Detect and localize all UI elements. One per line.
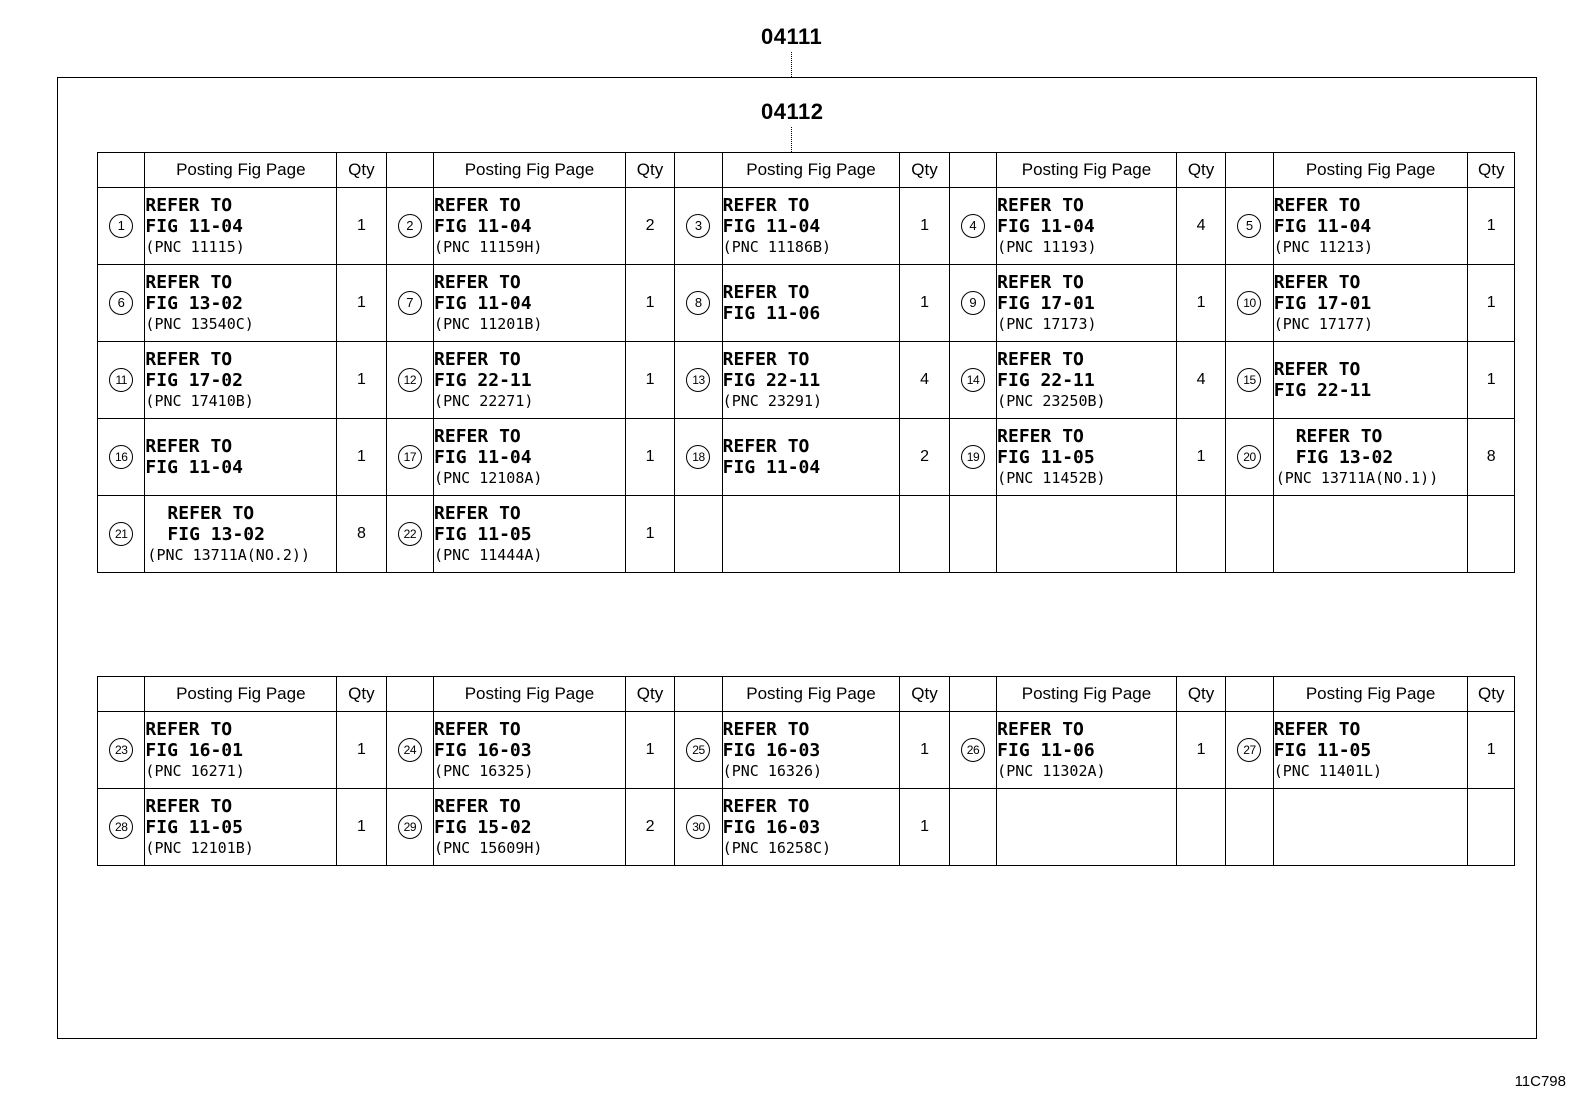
pnc-code: (PNC 12101B) <box>145 838 254 857</box>
ref-number-cell <box>98 419 145 496</box>
pnc-code: (PNC 22271) <box>434 391 534 410</box>
pnc-code: (PNC 11159H) <box>434 237 543 256</box>
qty-cell: 1 <box>900 265 949 342</box>
pnc-code: (PNC 23250B) <box>997 391 1106 410</box>
fig-reference: FIG 16-01 <box>145 739 243 761</box>
ref-number-circle: 16 <box>109 445 133 469</box>
qty-cell: 1 <box>625 342 674 419</box>
ref-number-cell <box>675 789 722 866</box>
ref-number-circle: 19 <box>961 445 985 469</box>
ref-number-cell <box>675 342 722 419</box>
ref-number-cell <box>1226 188 1273 265</box>
posting-reference-cell <box>722 496 900 573</box>
header-qty: Qty <box>1468 677 1515 712</box>
fig-reference: FIG 17-01 <box>997 292 1095 314</box>
fig-reference: FIG 11-04 <box>145 215 243 237</box>
qty-cell <box>1468 496 1515 573</box>
refer-to-text: REFER TO <box>145 436 233 457</box>
qty-cell: 1 <box>337 342 386 419</box>
pnc-code: (PNC 11201B) <box>434 314 543 333</box>
posting-reference-cell <box>1273 419 1468 496</box>
refer-to-text: REFER TO <box>997 271 1084 293</box>
ref-number-cell <box>1226 712 1273 789</box>
qty-cell: 1 <box>1468 188 1515 265</box>
ref-number-circle: 11 <box>109 368 133 392</box>
fig-reference: FIG 11-05 <box>145 816 243 838</box>
posting-reference-cell <box>722 789 900 866</box>
posting-reference-cell <box>722 712 900 789</box>
posting-reference-cell <box>722 342 900 419</box>
ref-number-circle: 17 <box>398 445 422 469</box>
ref-number-circle: 26 <box>961 738 985 762</box>
fig-reference: FIG 15-02 <box>434 816 532 838</box>
qty-cell: 2 <box>900 419 949 496</box>
fig-reference: FIG 22-11 <box>997 369 1095 391</box>
ref-number-cell <box>98 188 145 265</box>
posting-reference-cell <box>997 789 1177 866</box>
ref-number-circle: 7 <box>398 291 422 315</box>
header-posting-fig-page: Posting Fig Page <box>1273 153 1468 188</box>
posting-reference-cell <box>145 712 337 789</box>
header-blank <box>386 153 433 188</box>
posting-reference-cell <box>722 265 900 342</box>
header-blank <box>98 153 145 188</box>
fig-reference: FIG 11-06 <box>722 303 821 324</box>
posting-reference-cell <box>997 342 1177 419</box>
header-qty: Qty <box>625 677 674 712</box>
fig-reference: FIG 11-04 <box>434 215 532 237</box>
qty-cell: 1 <box>625 496 674 573</box>
ref-number-circle: 8 <box>686 291 710 315</box>
refer-to-text: REFER TO <box>997 348 1084 370</box>
posting-reference-cell <box>997 188 1177 265</box>
posting-reference-cell <box>1273 265 1468 342</box>
pnc-code: (PNC 13711A(NO.2)) <box>147 545 310 564</box>
pnc-code: (PNC 16325) <box>434 761 534 780</box>
pnc-code: (PNC 13711A(NO.1)) <box>1275 468 1439 487</box>
refer-to-text: REFER TO <box>145 718 233 740</box>
ref-number-cell <box>386 342 433 419</box>
ref-number-circle: 22 <box>398 522 422 546</box>
table-row <box>98 419 1515 496</box>
ref-number-cell <box>98 789 145 866</box>
table-row <box>98 712 1515 789</box>
ref-number-cell <box>949 419 996 496</box>
posting-reference-cell <box>997 265 1177 342</box>
posting-reference-cell <box>434 342 626 419</box>
qty-cell: 1 <box>625 265 674 342</box>
refer-to-text: REFER TO <box>434 194 521 216</box>
refer-to-text: REFER TO <box>722 795 810 817</box>
refer-to-text: REFER TO <box>722 436 810 457</box>
header-posting-fig-page: Posting Fig Page <box>722 153 900 188</box>
fig-reference: FIG 16-03 <box>722 816 821 838</box>
ref-number-cell <box>675 712 722 789</box>
ref-number-circle: 5 <box>1237 214 1261 238</box>
ref-number-circle: 20 <box>1237 445 1261 469</box>
table-header-row <box>98 153 1515 188</box>
qty-cell: 4 <box>1176 188 1225 265</box>
header-qty: Qty <box>1176 153 1225 188</box>
header-blank <box>675 677 722 712</box>
pnc-code: (PNC 13540C) <box>145 314 254 333</box>
refer-to-text: REFER TO <box>1295 425 1383 447</box>
fig-reference: FIG 22-11 <box>722 369 821 391</box>
qty-cell: 1 <box>337 188 386 265</box>
qty-cell: 1 <box>625 712 674 789</box>
pnc-code: (PNC 11186B) <box>722 237 832 256</box>
fig-reference: FIG 11-06 <box>997 739 1095 761</box>
pnc-code: (PNC 11193) <box>997 237 1097 256</box>
ref-number-circle: 3 <box>686 214 710 238</box>
qty-cell: 4 <box>1176 342 1225 419</box>
fig-reference: FIG 11-04 <box>434 446 532 468</box>
ref-number-cell <box>675 188 722 265</box>
ref-number-circle: 10 <box>1237 291 1261 315</box>
posting-reference-cell <box>1273 188 1468 265</box>
qty-cell: 1 <box>625 419 674 496</box>
fig-reference: FIG 11-05 <box>1273 739 1372 761</box>
header-posting-fig-page: Posting Fig Page <box>434 153 626 188</box>
ref-number-cell <box>949 342 996 419</box>
pnc-code: (PNC 11401L) <box>1273 761 1383 780</box>
ref-number-cell <box>386 419 433 496</box>
qty-cell: 1 <box>1468 712 1515 789</box>
ref-number-cell <box>386 265 433 342</box>
ref-number-cell <box>675 265 722 342</box>
fig-reference: FIG 11-04 <box>722 457 821 478</box>
qty-cell: 1 <box>900 188 949 265</box>
refer-to-text: REFER TO <box>434 718 521 740</box>
ref-number-cell <box>386 496 433 573</box>
header-blank <box>1226 153 1273 188</box>
ref-number-circle: 23 <box>109 738 133 762</box>
header-qty: Qty <box>1176 677 1225 712</box>
table-row <box>98 265 1515 342</box>
refer-to-text: REFER TO <box>145 271 233 293</box>
ref-number-circle: 27 <box>1237 738 1261 762</box>
posting-reference-cell <box>145 342 337 419</box>
header-qty: Qty <box>337 677 386 712</box>
refer-to-text: REFER TO <box>997 194 1084 216</box>
pnc-code: (PNC 17173) <box>997 314 1097 333</box>
reference-table-upper <box>97 152 1515 573</box>
header-blank <box>949 677 996 712</box>
leader-line-04111 <box>791 52 792 77</box>
ref-number-circle: 6 <box>109 291 133 315</box>
fig-reference: FIG 11-04 <box>722 215 821 237</box>
posting-reference-cell <box>1273 712 1468 789</box>
fig-reference: FIG 22-11 <box>1273 380 1372 401</box>
fig-reference: FIG 16-03 <box>722 739 821 761</box>
header-qty: Qty <box>337 153 386 188</box>
refer-to-text: REFER TO <box>1273 359 1361 380</box>
pnc-code: (PNC 17177) <box>1273 314 1374 333</box>
refer-to-text: REFER TO <box>145 348 233 370</box>
refer-to-text: REFER TO <box>722 194 810 216</box>
assembly-label-04111: 04111 <box>761 24 823 49</box>
refer-to-text: REFER TO <box>997 718 1084 740</box>
header-qty: Qty <box>1468 153 1515 188</box>
refer-to-text: REFER TO <box>434 795 521 817</box>
posting-reference-cell <box>997 712 1177 789</box>
header-qty: Qty <box>625 153 674 188</box>
posting-reference-cell <box>434 496 626 573</box>
pnc-code: (PNC 11115) <box>145 237 245 256</box>
fig-reference: FIG 11-04 <box>997 215 1095 237</box>
table-row <box>98 342 1515 419</box>
fig-reference: FIG 11-04 <box>1273 215 1372 237</box>
qty-cell <box>1176 789 1225 866</box>
qty-cell <box>1468 789 1515 866</box>
header-qty: Qty <box>900 677 949 712</box>
posting-reference-cell <box>434 789 626 866</box>
leader-line-04112 <box>791 127 792 152</box>
ref-number-cell <box>386 188 433 265</box>
ref-number-circle: 9 <box>961 291 985 315</box>
qty-cell: 1 <box>337 712 386 789</box>
qty-cell <box>900 496 949 573</box>
qty-cell: 1 <box>900 712 949 789</box>
ref-number-circle: 1 <box>109 214 133 238</box>
ref-number-cell <box>949 496 996 573</box>
refer-to-text: REFER TO <box>722 348 810 370</box>
fig-reference: FIG 17-01 <box>1273 292 1372 314</box>
qty-cell: 1 <box>337 419 386 496</box>
pnc-code: (PNC 12108A) <box>434 468 543 487</box>
refer-to-text: REFER TO <box>1273 718 1361 740</box>
ref-number-circle: 14 <box>961 368 985 392</box>
pnc-code: (PNC 16326) <box>722 761 823 780</box>
qty-cell: 1 <box>1176 419 1225 496</box>
ref-number-cell <box>949 712 996 789</box>
ref-number-circle: 12 <box>398 368 422 392</box>
qty-cell: 8 <box>337 496 386 573</box>
ref-number-cell <box>386 712 433 789</box>
ref-number-cell <box>949 188 996 265</box>
pnc-code: (PNC 15609H) <box>434 838 543 857</box>
qty-cell: 4 <box>900 342 949 419</box>
fig-reference: FIG 11-05 <box>434 523 532 545</box>
ref-number-cell <box>1226 342 1273 419</box>
pnc-code: (PNC 11213) <box>1273 237 1374 256</box>
header-posting-fig-page: Posting Fig Page <box>145 153 337 188</box>
ref-number-cell <box>386 789 433 866</box>
qty-cell: 1 <box>1468 342 1515 419</box>
posting-reference-cell <box>434 419 626 496</box>
fig-reference: FIG 13-02 <box>1295 446 1394 468</box>
refer-to-text: REFER TO <box>167 502 255 524</box>
fig-reference: FIG 13-02 <box>167 523 265 545</box>
posting-reference-cell <box>1273 342 1468 419</box>
refer-to-text: REFER TO <box>1273 271 1361 293</box>
ref-number-circle: 2 <box>398 214 422 238</box>
ref-number-cell <box>949 789 996 866</box>
posting-reference-cell <box>1273 496 1468 573</box>
fig-reference: FIG 11-04 <box>145 457 243 478</box>
ref-number-circle: 4 <box>961 214 985 238</box>
posting-reference-cell <box>1273 789 1468 866</box>
posting-reference-cell <box>145 419 337 496</box>
fig-reference: FIG 22-11 <box>434 369 532 391</box>
posting-reference-cell <box>145 496 337 573</box>
header-blank <box>386 677 433 712</box>
refer-to-text: REFER TO <box>434 271 521 293</box>
ref-number-circle: 15 <box>1237 368 1261 392</box>
posting-reference-cell <box>145 265 337 342</box>
header-posting-fig-page: Posting Fig Page <box>145 677 337 712</box>
pnc-code: (PNC 11302A) <box>997 761 1106 780</box>
ref-number-cell <box>1226 265 1273 342</box>
ref-number-cell <box>1226 419 1273 496</box>
header-posting-fig-page: Posting Fig Page <box>722 677 900 712</box>
qty-cell <box>1176 496 1225 573</box>
table-row <box>98 496 1515 573</box>
table-row <box>98 789 1515 866</box>
header-blank <box>675 153 722 188</box>
ref-number-circle: 29 <box>398 815 422 839</box>
ref-number-circle: 18 <box>686 445 710 469</box>
qty-cell: 1 <box>1176 712 1225 789</box>
header-posting-fig-page: Posting Fig Page <box>1273 677 1468 712</box>
table-row <box>98 188 1515 265</box>
fig-reference: FIG 11-05 <box>997 446 1095 468</box>
posting-reference-cell <box>145 789 337 866</box>
ref-number-cell <box>98 265 145 342</box>
qty-cell: 1 <box>337 265 386 342</box>
qty-cell: 2 <box>625 789 674 866</box>
refer-to-text: REFER TO <box>434 348 521 370</box>
qty-cell: 8 <box>1468 419 1515 496</box>
posting-reference-cell <box>997 419 1177 496</box>
posting-reference-cell <box>434 188 626 265</box>
refer-to-text: REFER TO <box>145 194 233 216</box>
posting-reference-cell <box>145 188 337 265</box>
refer-to-text: REFER TO <box>434 502 521 524</box>
ref-number-cell <box>98 496 145 573</box>
reference-table-lower <box>97 676 1515 866</box>
posting-reference-cell <box>997 496 1177 573</box>
qty-cell: 1 <box>1176 265 1225 342</box>
ref-number-circle: 30 <box>686 815 710 839</box>
ref-number-circle: 28 <box>109 815 133 839</box>
refer-to-text: REFER TO <box>434 425 521 447</box>
header-posting-fig-page: Posting Fig Page <box>997 153 1177 188</box>
fig-reference: FIG 16-03 <box>434 739 532 761</box>
fig-reference: FIG 17-02 <box>145 369 243 391</box>
pnc-code: (PNC 23291) <box>722 391 823 410</box>
ref-number-circle: 13 <box>686 368 710 392</box>
pnc-code: (PNC 16258C) <box>722 838 832 857</box>
pnc-code: (PNC 16271) <box>145 761 245 780</box>
qty-cell: 1 <box>900 789 949 866</box>
header-blank <box>949 153 996 188</box>
table-header-row <box>98 677 1515 712</box>
ref-number-cell <box>675 496 722 573</box>
qty-cell: 1 <box>1468 265 1515 342</box>
posting-reference-cell <box>722 188 900 265</box>
refer-to-text: REFER TO <box>722 282 810 303</box>
ref-number-circle: 21 <box>109 522 133 546</box>
pnc-code: (PNC 11452B) <box>997 468 1106 487</box>
fig-reference: FIG 11-04 <box>434 292 532 314</box>
ref-number-circle: 24 <box>398 738 422 762</box>
refer-to-text: REFER TO <box>722 718 810 740</box>
header-blank <box>1226 677 1273 712</box>
ref-number-cell <box>1226 496 1273 573</box>
header-blank <box>98 677 145 712</box>
ref-number-cell <box>98 712 145 789</box>
fig-reference: FIG 13-02 <box>145 292 243 314</box>
pnc-code: (PNC 17410B) <box>145 391 254 410</box>
refer-to-text: REFER TO <box>1273 194 1361 216</box>
posting-reference-cell <box>434 265 626 342</box>
qty-cell: 2 <box>625 188 674 265</box>
header-qty: Qty <box>900 153 949 188</box>
header-posting-fig-page: Posting Fig Page <box>434 677 626 712</box>
refer-to-text: REFER TO <box>145 795 233 817</box>
posting-reference-cell <box>434 712 626 789</box>
refer-to-text: REFER TO <box>997 425 1084 447</box>
posting-reference-cell <box>722 419 900 496</box>
ref-number-cell <box>675 419 722 496</box>
illustration-code: 11C798 <box>1514 1073 1566 1090</box>
ref-number-cell <box>98 342 145 419</box>
qty-cell: 1 <box>337 789 386 866</box>
pnc-code: (PNC 11444A) <box>434 545 543 564</box>
ref-number-cell <box>1226 789 1273 866</box>
ref-number-circle: 25 <box>686 738 710 762</box>
header-posting-fig-page: Posting Fig Page <box>997 677 1177 712</box>
assembly-label-04112: 04112 <box>761 99 824 124</box>
ref-number-cell <box>949 265 996 342</box>
